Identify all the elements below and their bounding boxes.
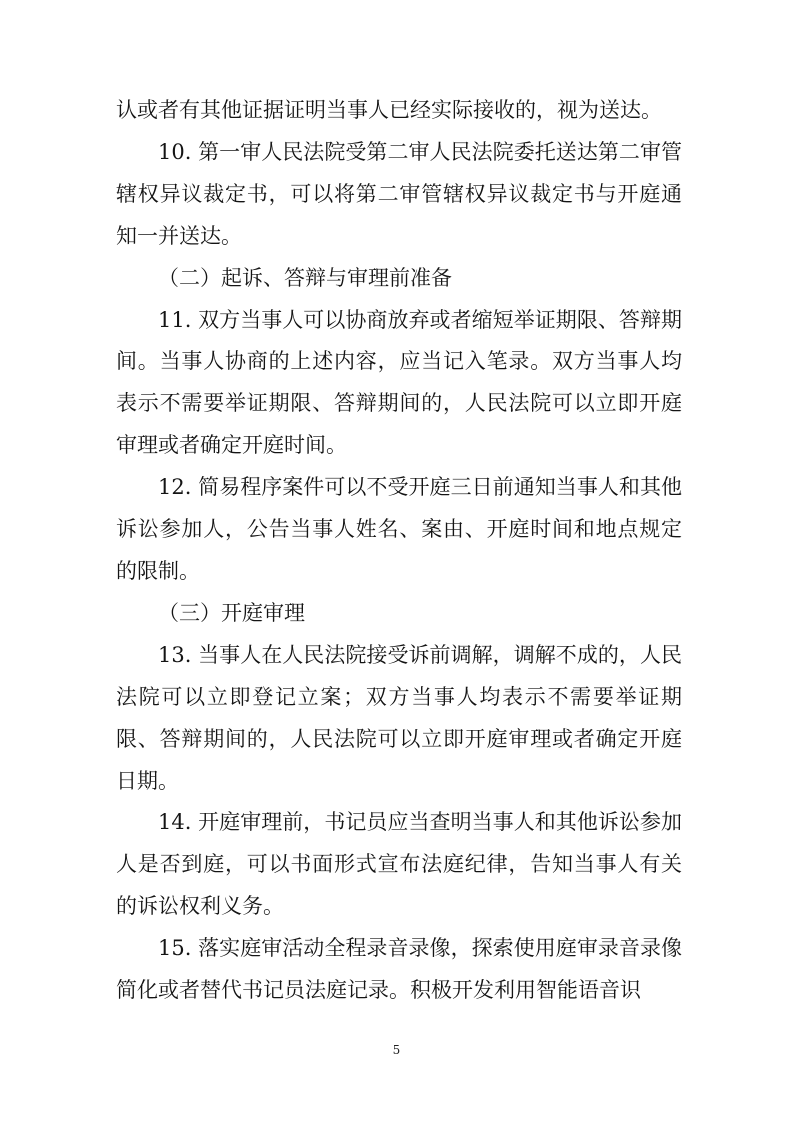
paragraph-item-12: 12. 简易程序案件可以不受开庭三日前通知当事人和其他诉讼参加人，公告当事人姓名、案由、开庭时间和地点规定的限制。 <box>116 475 682 583</box>
paragraph-continuation: 认或者有其他证据证明当事人已经实际接收的，视为送达。 <box>116 98 662 122</box>
section-heading-2: （二）起诉、答辩与审理前准备 <box>158 265 452 290</box>
paragraph-item-10: 10. 第一审人民法院受第二审人民法院委托送达第二审管辖权异议裁定书，可以将第二审管辖权异议裁定书与开庭通知一并送达。 <box>116 139 682 248</box>
document-body <box>116 90 682 1012</box>
paragraph-item-14: 14. 开庭审理前，书记员应当查明当事人和其他诉讼参加人是否到庭，可以书面形式宣布法庭纪律，告知当事人有关的诉讼权利义务。 <box>116 810 682 919</box>
paragraph-item-13: 13. 当事人在人民法院接受诉前调解，调解不成的，人民法院可以立即登记立案；双方当事人均表示不需要举证期限、答辩期间的，人民法院可以立即开庭审理或者确定开庭日期。 <box>116 642 682 793</box>
page-number: 5 <box>392 1043 401 1057</box>
section-heading-3: （三）开庭审理 <box>158 600 305 625</box>
paragraph-item-11: 11. 双方当事人可以协商放弃或者缩短举证期限、答辩期间。当事人协商的上述内容，应当记入笔录。双方当事人均表示不需要举证期限、答辩期间的，人民法院可以立即开庭审理或者确定开庭时间。 <box>116 307 682 458</box>
paragraph-item-15: 15. 落实庭审活动全程录音录像，探索使用庭审录音录像简化或者替代书记员法庭记录。积极开发利用智能语音识 <box>116 936 682 1003</box>
